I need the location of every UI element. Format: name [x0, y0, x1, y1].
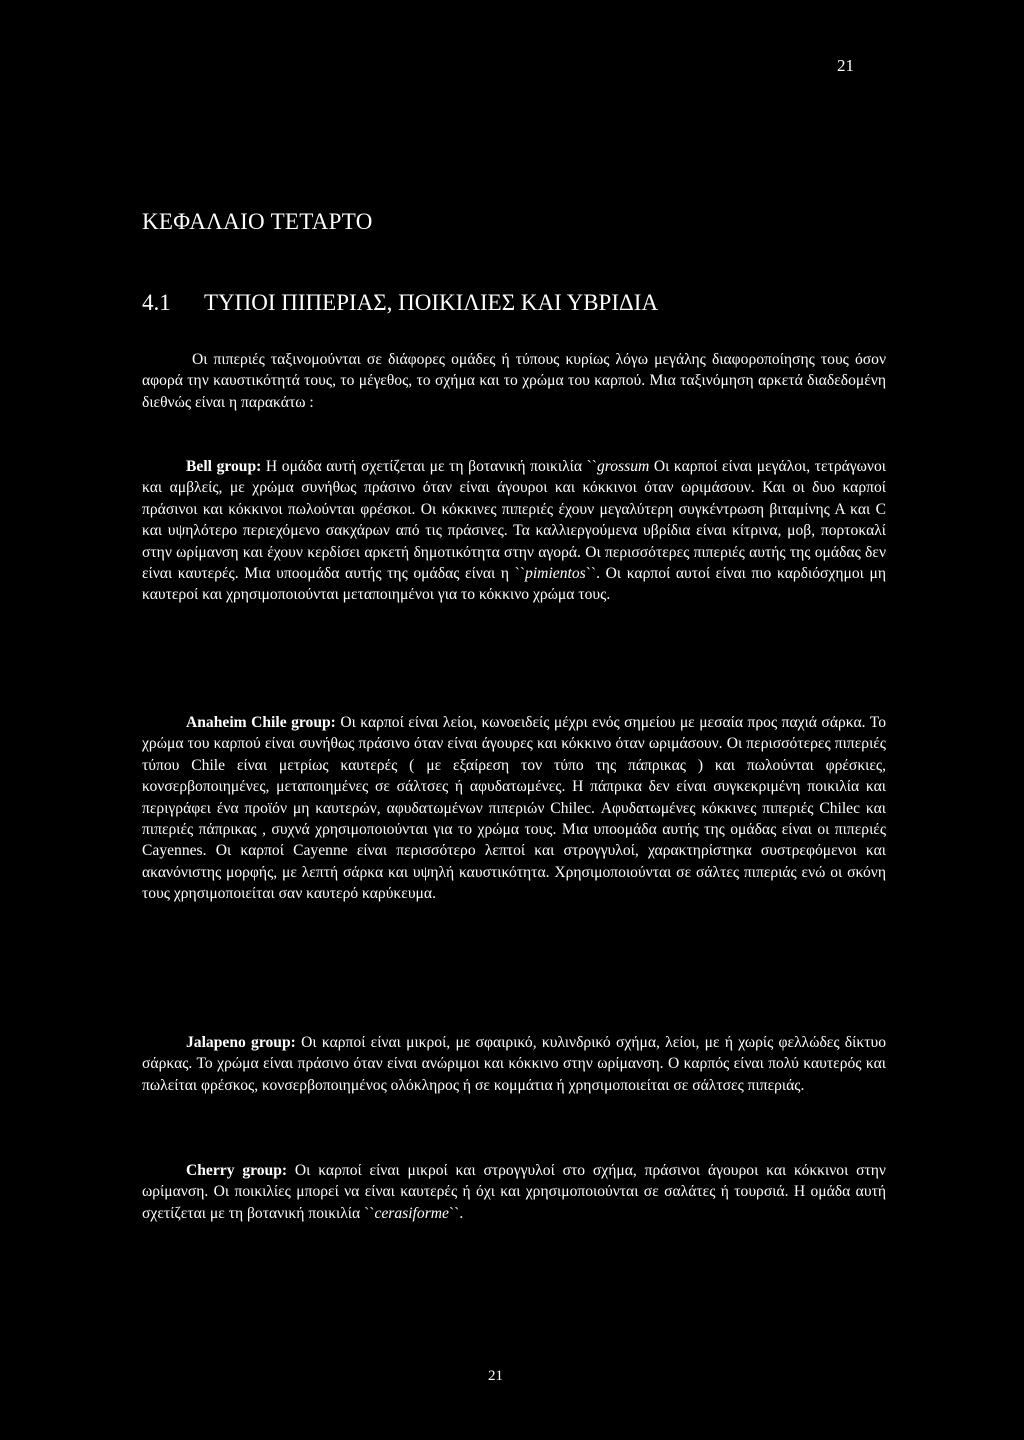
paragraph-text: Οι καρποί είναι μεγάλοι, τετράγωνοι και αμβλείς, με χρώμα συνήθως πράσινο όταν είναι άγουροι και κόκκινοι όταν ωριμάσουν. Και οι δυο καρποί πράσινοι και κόκκινοι πωλούνται φρέσκοι. Οι κόκκινες πιπεριές έχουν μεγαλύτερη συγκέντρωση βιταμίνης Α και C και υψηλότερο περιεχόμενο σακχάρων από τις πράσινες. Τα καλλιεργούμενα υβρίδια είναι κίτρινα, μοβ, πορτοκαλί στην ωρίμανση και έχουν κερδίσει αρκετή δημοτικότητα στην αγορά. Οι περισσότερες πιπεριές αυτής της ομάδας δεν είναι καυτερές. Μια υποομάδα αυτής της ομάδας είναι η ``: [142, 458, 886, 583]
chapter-title: ΚΕΦΑΛΑΙΟ ΤΕΤΑΡΤΟ: [142, 209, 373, 234]
jalapeno-group-paragraph: [142, 1032, 886, 1096]
page-number-top: 21: [837, 56, 854, 75]
section-heading: [142, 290, 658, 316]
paragraph-text: Οι καρποί είναι μικροί, με σφαιρικό, κυλινδρικό σχήμα, λείοι, με ή χωρίς φελλώδες δίκτυο σάρκας. Το χρώμα είναι πράσινο όταν είναι ανώριμοι και κόκκινο στην ωρίμανση. Ο καρπός είναι πολύ καυτερός και πωλείται φρέσκος, κονσερβοποιημένος ολόκληρος ή σε κομμάτια ή χρησιμοποιείται σε σάλτσες πιπεριάς.: [142, 1034, 886, 1094]
group-name: Anaheim Chile group:: [186, 714, 336, 731]
section-title: ΤΥΠΟΙ ΠΙΠΕΡΙΑΣ, ΠΟΙΚΙΛΙΕΣ ΚΑΙ ΥΒΡΙΔΙΑ: [204, 290, 659, 315]
paragraph-text: ``.: [448, 1204, 464, 1222]
botanical-variety: pimientos: [525, 565, 586, 583]
botanical-variety: grossum: [596, 458, 650, 475]
paragraph-text: Οι καρποί είναι λείοι, κωνοειδείς μέχρι ενός σημείου με μεσαία προς παχιά σάρκα. Το χρώμα του καρπού είναι συνήθως πράσινο όταν είναι άγουρες και κόκκινο όταν ωριμάσουν. Οι περισσότερες πιπεριές τύπου Chile είναι μετρίως καυτερές ( με εξαίρεση τον τύπο της πάπρικας ) και πωλούνται φρέσκιες, κονσερβοποιημένες, μεταποιημένες σε σάλτσες ή αφυδατωμένες. Η πάπρικα δεν είναι συγκεκριμένη ποικιλία και περιγράφει ένα προϊόν μη καυτερών, αφυδατωμένων πιπεριών Chilec. Αφυδατωμένες κόκκινες πιπεριές Chilec και πιπεριές πάπρικας , συχνά χρησιμοποιούνται για το χρώμα τους. Μια υποομάδα αυτής της ομάδας είναι οι πιπεριές Cayennes. Οι καρποί Cayenne είναι περισσότερο λεπτοί και στρογγυλοί, χαρακτηρίστηκα συστρεφόμενοι και ακανόνιστης μορφής, με λεπτή σάρκα και υψηλή καυστικότητα. Χρησιμοποιούνται σε σάλτες πιπεριάς ενώ οι σκόνη τους χρησιμοποιείται σαν καυτερό καρύκευμα.: [142, 714, 886, 903]
bell-group-paragraph: [142, 456, 886, 606]
paragraph-text: ``. Οι καρποί αυτοί είναι πιο καρδιόσχημοι μη καυτεροί και χρησιμοποιούνται μεταποιημένοι για το κόκκινο χρώμα τους.: [142, 565, 886, 604]
anaheim-group-paragraph: [142, 712, 886, 905]
page-number-bottom: 21: [488, 1368, 503, 1384]
paragraph-text: Οι καρποί είναι μικροί και στρογγυλοί στο σχήμα, πράσινοι άγουροι και κόκκινοι στην ωρίμανση. Οι ποικιλίες μπορεί να είναι καυτερές ή όχι και χρησιμοποιούνται σε σαλάτες ή τουρσιά. Η ομάδα αυτή σχετίζεται με τη βοτανική ποικιλία ``: [142, 1162, 886, 1222]
paragraph-text: Η ομάδα αυτή σχετίζεται με τη βοτανική ποικιλία ``: [261, 458, 597, 475]
cherry-group-paragraph: [142, 1160, 886, 1224]
section-number: 4.1: [142, 290, 171, 315]
intro-paragraph: Οι πιπεριές ταξινομούνται σε διάφορες ομάδες ή τύπους κυρίως λόγω μεγάλης διαφοροποίησης τους όσον αφορά την καυστικότητά τους, το μέγεθος, το σχήμα και το χρώμα του καρπού. Μια ταξινόμηση αρκετά διαδεδομένη διεθνώς είναι η παρακάτω :: [142, 351, 886, 411]
group-name: Jalapeno group:: [186, 1034, 296, 1051]
group-name: Bell group:: [186, 458, 262, 475]
botanical-variety: cerasiforme: [374, 1204, 449, 1222]
group-name: Cherry group:: [186, 1162, 288, 1179]
